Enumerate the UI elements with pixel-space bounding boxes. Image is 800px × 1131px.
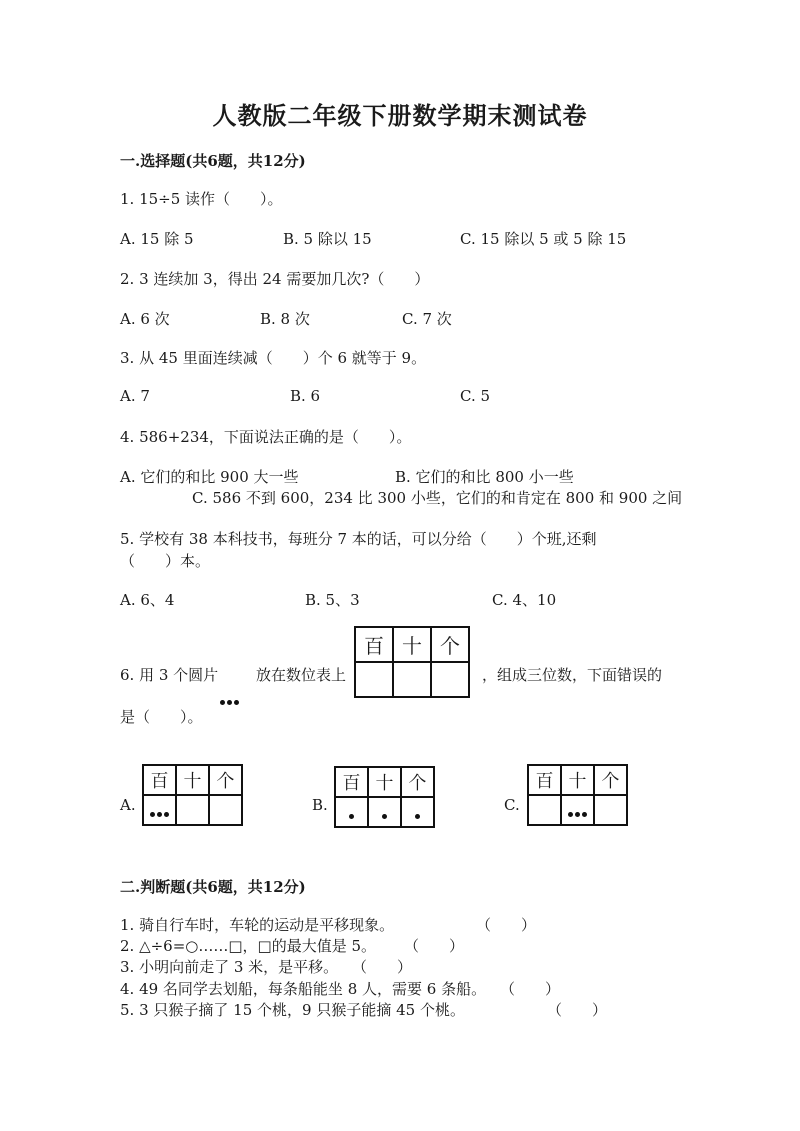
- section-heading-choice: 一.选择题(共6题，共12分): [120, 152, 306, 170]
- question-4: 4. 586+234，下面说法正确的是（ ）。: [120, 428, 412, 446]
- cell-tens: [176, 795, 209, 825]
- q6-option-b-label: B.: [312, 796, 328, 814]
- q6-option-c-label: C.: [504, 796, 520, 814]
- header-hundreds: 百: [528, 765, 561, 795]
- cell-tens: [561, 795, 594, 825]
- q4-option-b: B. 它们的和比 800 小一些: [395, 468, 574, 486]
- header-tens: 十: [393, 627, 431, 662]
- judge-item-2: 2. △÷6=○……□，□的最大值是 5。: [120, 937, 377, 955]
- place-value-chart: [354, 626, 470, 698]
- header-ones: 个: [209, 765, 242, 795]
- cell-tens: [393, 662, 431, 697]
- judge-item-5-answer: （ ）: [547, 1001, 608, 1019]
- header-hundreds: 百: [355, 627, 393, 662]
- q3-option-c: C. 5: [460, 387, 491, 405]
- cell-tens: [368, 797, 401, 827]
- q6-option-a-chart: [142, 764, 243, 826]
- question-6-part-1: 6. 用 3 个圆片: [120, 666, 219, 684]
- judge-item-1-answer: （ ）: [476, 916, 537, 934]
- question-6-part-3: ，组成三位数，下面错误的: [482, 666, 663, 684]
- cell-hundreds: [335, 797, 368, 827]
- cell-ones: [209, 795, 242, 825]
- judge-item-4-answer: （ ）: [500, 980, 561, 998]
- cell-hundreds: [528, 795, 561, 825]
- counter-icon: [382, 814, 387, 819]
- q1-option-c: C. 15 除以 5 或 5 除 15: [460, 230, 627, 248]
- header-tens: 十: [368, 767, 401, 797]
- three-counters-icon: [150, 812, 169, 817]
- judge-item-1: 1. 骑自行车时，车轮的运动是平移现象。: [120, 916, 395, 934]
- question-6-line-2: 是（ ）。: [120, 708, 203, 726]
- q6-option-c-chart: [527, 764, 628, 826]
- question-5-line-2: （ ）本。: [120, 552, 211, 570]
- question-1: 1. 15÷5 读作（ ）。: [120, 190, 283, 208]
- header-hundreds: 百: [335, 767, 368, 797]
- q2-option-c: C. 7 次: [402, 310, 452, 328]
- question-6-part-2: 放在数位表上: [256, 666, 347, 684]
- cell-ones: [401, 797, 434, 827]
- question-3: 3. 从 45 里面连续减（ ）个 6 就等于 9。: [120, 349, 427, 367]
- header-ones: 个: [594, 765, 627, 795]
- cell-ones: [431, 662, 469, 697]
- three-counters-icon: [568, 812, 587, 817]
- q5-option-c: C. 4、10: [492, 591, 557, 609]
- q6-option-a-label: A.: [120, 796, 136, 814]
- cell-ones: [594, 795, 627, 825]
- counter-icon: [415, 814, 420, 819]
- judge-item-4: 4. 49 名同学去划船，每条船能坐 8 人，需要 6 条船。: [120, 980, 487, 998]
- question-2: 2. 3 连续加 3，得出 24 需要加几次?（ ）: [120, 270, 430, 288]
- header-tens: 十: [561, 765, 594, 795]
- page-title: 人教版二年级下册数学期末测试卷: [212, 101, 588, 130]
- cell-hundreds: [143, 795, 176, 825]
- judge-item-5: 5. 3 只猴子摘了 15 个桃，9 只猴子能摘 45 个桃。: [120, 1001, 465, 1019]
- header-ones: 个: [431, 627, 469, 662]
- q3-option-a: A. 7: [120, 387, 150, 405]
- judge-item-3-answer: （ ）: [352, 958, 413, 976]
- section-heading-true-false: 二.判断题(共6题，共12分): [120, 878, 306, 896]
- header-hundreds: 百: [143, 765, 176, 795]
- question-5-line-1: 5. 学校有 38 本科技书，每班分 7 本的话，可以分给（ ）个班,还剩: [120, 530, 597, 548]
- q1-option-b: B. 5 除以 15: [283, 230, 372, 248]
- judge-item-2-answer: （ ）: [404, 937, 465, 955]
- q3-option-b: B. 6: [290, 387, 321, 405]
- q1-option-a: A. 15 除 5: [120, 230, 194, 248]
- q2-option-b: B. 8 次: [260, 310, 310, 328]
- three-counters-icon: [220, 690, 239, 709]
- q6-option-b-chart: [334, 766, 435, 828]
- header-ones: 个: [401, 767, 434, 797]
- q4-option-c: C. 586 不到 600，234 比 300 小些，它们的和肯定在 800 和 900 之间: [192, 489, 683, 507]
- q4-option-a: A. 它们的和比 900 大一些: [120, 468, 299, 486]
- q5-option-b: B. 5、3: [305, 591, 360, 609]
- header-tens: 十: [176, 765, 209, 795]
- q2-option-a: A. 6 次: [120, 310, 170, 328]
- q5-option-a: A. 6、4: [120, 591, 175, 609]
- counter-icon: [349, 814, 354, 819]
- judge-item-3: 3. 小明向前走了 3 米，是平移。: [120, 958, 339, 976]
- cell-hundreds: [355, 662, 393, 697]
